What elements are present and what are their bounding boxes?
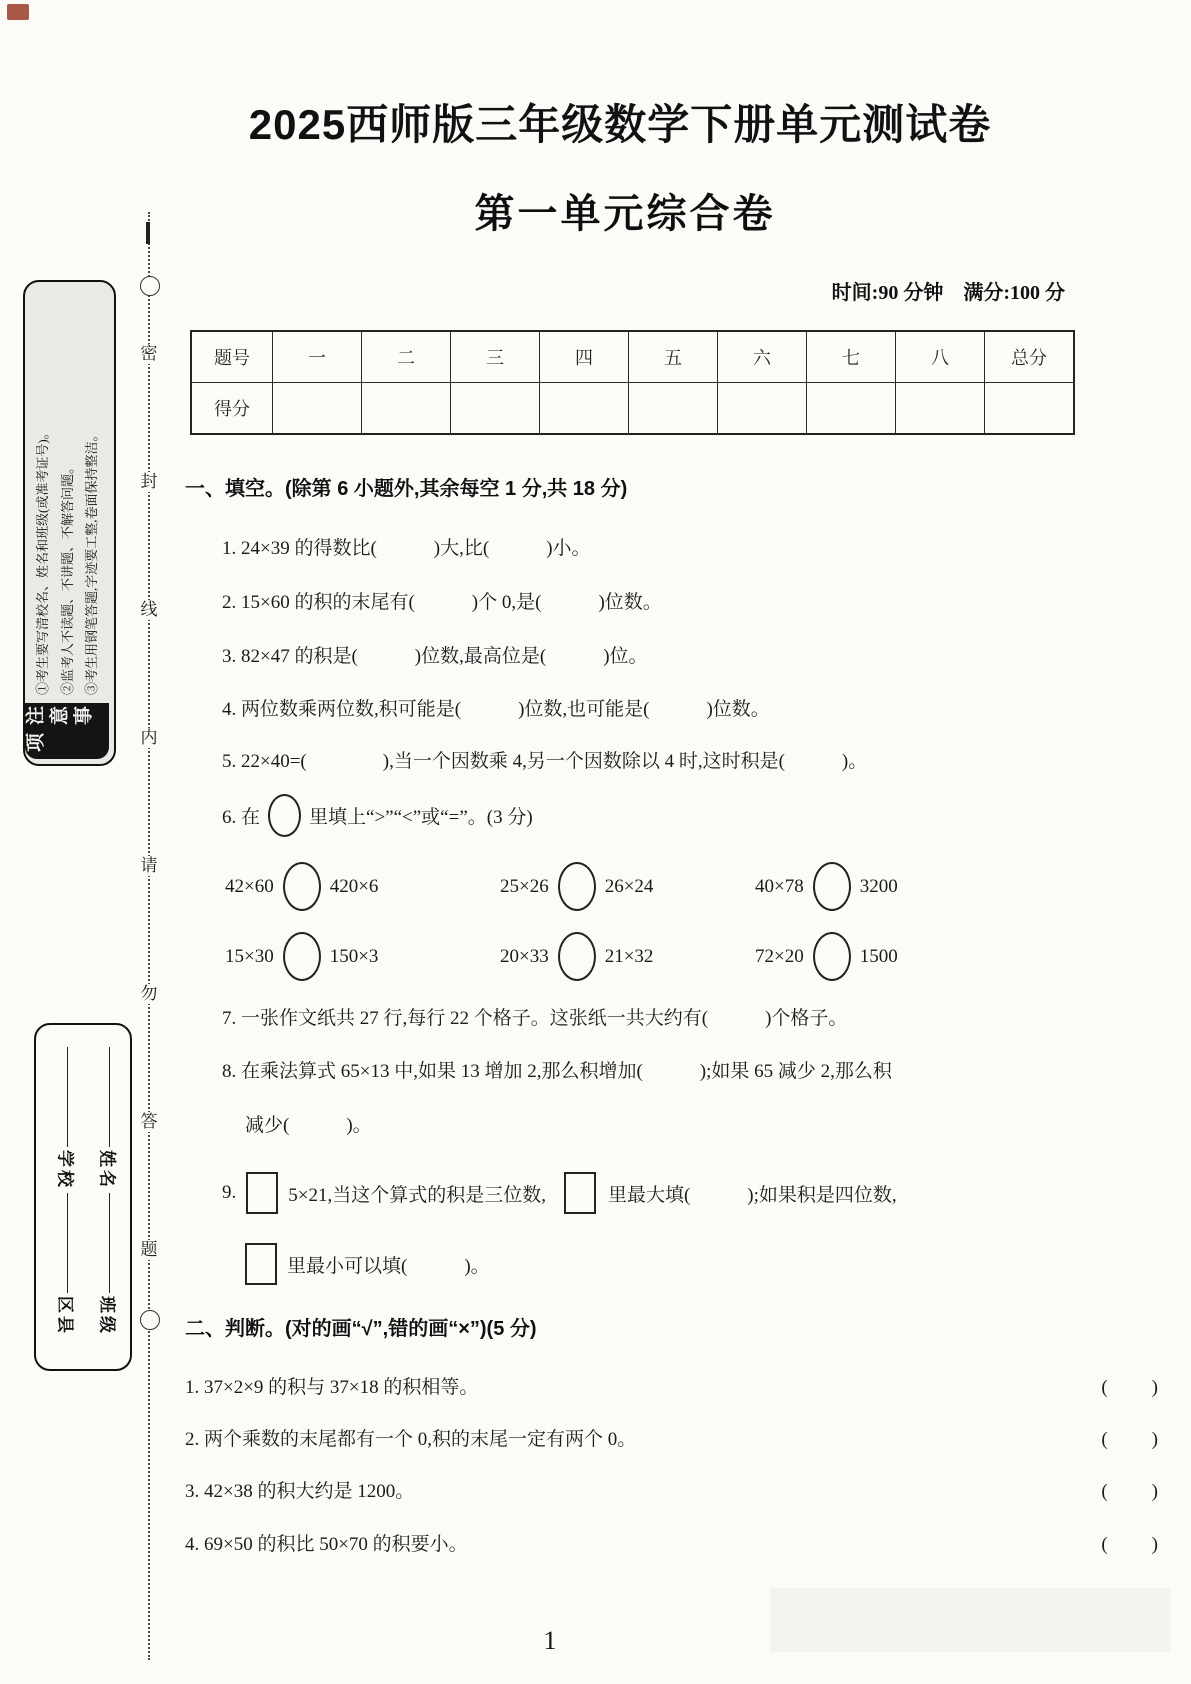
judgment-item-1 bbox=[185, 1372, 1160, 1399]
score-table-header-cell: 六 bbox=[718, 331, 807, 383]
notice-item: ③考生用钢笔答题,字迹要工整,卷面保持整洁。 bbox=[83, 428, 99, 695]
score-table bbox=[190, 330, 1075, 435]
judgment-text: 4. 69×50 的积比 50×70 的积要小。 bbox=[185, 1534, 468, 1555]
seal-circle-top bbox=[140, 276, 160, 296]
question-1: 1. 24×39 的得数比( )大,比( )小。 bbox=[222, 538, 591, 559]
student-field-column bbox=[92, 1025, 126, 1369]
score-cell-empty[interactable] bbox=[896, 383, 985, 435]
compare-circle-blank[interactable] bbox=[558, 862, 596, 911]
compare-right: 1500 bbox=[859, 945, 898, 967]
score-table-header-cell: 七 bbox=[807, 331, 896, 383]
notice-label-text: 注意事项 bbox=[25, 707, 97, 755]
question-3: 3. 82×47 的积是( )位数,最高位是( )位。 bbox=[222, 646, 648, 667]
compare-item bbox=[755, 862, 898, 911]
seal-char: 密 bbox=[135, 344, 163, 364]
district-fill-line[interactable] bbox=[67, 1193, 68, 1293]
compare-right: 21×32 bbox=[604, 945, 654, 967]
compare-left: 42×60 bbox=[225, 875, 274, 897]
section2-heading: 二、判断。(对的画“√”,错的画“×”)(5 分) bbox=[185, 1318, 537, 1340]
judgment-text: 1. 37×2×9 的积与 37×18 的积相等。 bbox=[185, 1377, 479, 1398]
notice-box-rotated-content bbox=[25, 282, 109, 759]
compare-right: 420×6 bbox=[329, 875, 379, 897]
score-table-header-cell: 题号 bbox=[191, 331, 273, 383]
compare-item bbox=[500, 862, 653, 911]
score-table-score-row bbox=[191, 383, 1074, 435]
judgment-answer-paren[interactable]: ( ) bbox=[1101, 1481, 1160, 1502]
question-4: 4. 两位数乘两位数,积可能是( )位数,也可能是( )位数。 bbox=[222, 699, 770, 720]
compare-left: 25×26 bbox=[500, 875, 549, 897]
digit-square-blank[interactable] bbox=[245, 1243, 277, 1285]
compare-circle-blank[interactable] bbox=[268, 794, 301, 837]
question-9-line2 bbox=[245, 1243, 490, 1285]
seal-line-tick bbox=[146, 222, 150, 244]
compare-row-2 bbox=[188, 932, 1088, 984]
score-table-header-cell: 四 bbox=[540, 331, 629, 383]
seal-char: 内 bbox=[135, 728, 163, 748]
notice-box bbox=[23, 280, 116, 766]
compare-circle-blank[interactable] bbox=[283, 932, 321, 981]
compare-right: 3200 bbox=[859, 875, 898, 897]
digit-square-blank[interactable] bbox=[564, 1172, 596, 1214]
score-cell-empty[interactable] bbox=[718, 383, 807, 435]
judgment-item-4 bbox=[185, 1529, 1160, 1556]
score-cell-empty[interactable] bbox=[362, 383, 451, 435]
notice-item: ①考生要写清校名、姓名和班级(或准考证号)。 bbox=[35, 426, 51, 695]
score-table-header-row bbox=[191, 331, 1074, 383]
judgment-item-2 bbox=[185, 1424, 1160, 1451]
seal-circle-bottom bbox=[140, 1310, 160, 1330]
compare-left: 40×78 bbox=[755, 875, 804, 897]
question-8-line2: 减少( )。 bbox=[245, 1115, 372, 1136]
seal-char: 答 bbox=[135, 1112, 163, 1132]
judgment-item-3 bbox=[185, 1476, 1160, 1503]
student-info-box bbox=[34, 1023, 132, 1371]
class-fill-line[interactable] bbox=[109, 1193, 110, 1293]
compare-item bbox=[755, 932, 898, 981]
question-6 bbox=[222, 794, 533, 837]
compare-item bbox=[500, 932, 653, 981]
unit-subtitle: 第一单元综合卷 bbox=[474, 191, 776, 236]
compare-left: 72×20 bbox=[755, 945, 804, 967]
page-title: 2025西师版三年级数学下册单元测试卷 bbox=[248, 101, 992, 148]
compare-item bbox=[225, 932, 378, 981]
scan-artifact bbox=[7, 4, 29, 20]
compare-item bbox=[225, 862, 378, 911]
question-7: 7. 一张作文纸共 27 行,每行 22 个格子。这张纸一共大约有( )个格子。 bbox=[222, 1008, 848, 1029]
question-9-line1 bbox=[222, 1172, 897, 1214]
score-table-header-cell: 五 bbox=[629, 331, 718, 383]
question-9-segment: 里最大填( );如果积是四位数, bbox=[607, 1184, 897, 1206]
name-field-label: 姓名 bbox=[97, 1150, 117, 1190]
compare-left: 15×30 bbox=[225, 945, 274, 967]
judgment-text: 3. 42×38 的积大约是 1200。 bbox=[185, 1481, 415, 1502]
score-table-header-cell: 一 bbox=[273, 331, 362, 383]
page-number: 1 bbox=[543, 1626, 557, 1655]
score-table-header-cell: 三 bbox=[451, 331, 540, 383]
seal-char: 勿 bbox=[135, 984, 163, 1004]
question-6-prefix: 6. 在 bbox=[222, 807, 261, 828]
compare-row-1 bbox=[188, 862, 1088, 914]
time-score-meta: 时间:90 分钟 满分:100 分 bbox=[831, 282, 1065, 304]
question-6-suffix: 里填上“>”“<”或“=”。(3 分) bbox=[309, 807, 533, 828]
judgment-answer-paren[interactable]: ( ) bbox=[1101, 1429, 1160, 1450]
seal-char: 线 bbox=[135, 600, 163, 620]
compare-left: 20×33 bbox=[500, 945, 549, 967]
compare-circle-blank[interactable] bbox=[283, 862, 321, 911]
seal-char: 请 bbox=[135, 856, 163, 876]
question-8-line1: 8. 在乘法算式 65×13 中,如果 13 增加 2,那么积增加( );如果 65 减少 2,那么积 bbox=[222, 1061, 892, 1082]
score-cell-empty[interactable] bbox=[451, 383, 540, 435]
score-table-header-cell: 二 bbox=[362, 331, 451, 383]
score-cell-empty[interactable] bbox=[629, 383, 718, 435]
score-cell-empty[interactable] bbox=[540, 383, 629, 435]
digit-square-blank[interactable] bbox=[246, 1172, 278, 1214]
district-field-label: 区县 bbox=[55, 1296, 75, 1336]
compare-right: 26×24 bbox=[604, 875, 654, 897]
student-field-column bbox=[50, 1025, 84, 1369]
score-table-header-cell: 总分 bbox=[985, 331, 1075, 383]
seal-char: 题 bbox=[135, 1240, 163, 1260]
score-cell-empty[interactable] bbox=[985, 383, 1075, 435]
question-9-segment: 里最小可以填( )。 bbox=[287, 1255, 490, 1277]
judgment-text: 2. 两个乘数的末尾都有一个 0,积的末尾一定有两个 0。 bbox=[185, 1429, 637, 1450]
class-field-label: 班级 bbox=[97, 1296, 117, 1336]
score-table-header-cell: 八 bbox=[896, 331, 985, 383]
notice-item: ②监考人不读题、不讲题、不解答问题。 bbox=[59, 460, 75, 695]
compare-circle-blank[interactable] bbox=[813, 932, 851, 981]
section1-heading: 一、填空。(除第 6 小题外,其余每空 1 分,共 18 分) bbox=[185, 478, 628, 500]
judgment-answer-paren[interactable]: ( ) bbox=[1101, 1534, 1160, 1555]
compare-circle-blank[interactable] bbox=[558, 932, 596, 981]
notice-items bbox=[25, 282, 109, 703]
judgment-answer-paren[interactable]: ( ) bbox=[1101, 1377, 1160, 1398]
question-5: 5. 22×40=( ),当一个因数乘 4,另一个因数除以 4 时,这时积是( )。 bbox=[222, 751, 868, 772]
question-9-segment: 5×21,当这个算式的积是三位数, bbox=[288, 1184, 546, 1206]
notice-label-band bbox=[25, 703, 109, 759]
score-cell-empty[interactable] bbox=[273, 383, 362, 435]
school-fill-line[interactable] bbox=[67, 1047, 68, 1147]
school-field-label: 学校 bbox=[55, 1150, 75, 1190]
score-row-label: 得分 bbox=[191, 383, 273, 435]
compare-right: 150×3 bbox=[329, 945, 379, 967]
name-fill-line[interactable] bbox=[109, 1047, 110, 1147]
compare-circle-blank[interactable] bbox=[813, 862, 851, 911]
seal-char: 封 bbox=[135, 472, 163, 492]
question-9-number: 9. bbox=[222, 1182, 237, 1203]
score-cell-empty[interactable] bbox=[807, 383, 896, 435]
question-2: 2. 15×60 的积的末尾有( )个 0,是( )位数。 bbox=[222, 592, 662, 613]
seal-dotted-line bbox=[148, 212, 150, 1660]
